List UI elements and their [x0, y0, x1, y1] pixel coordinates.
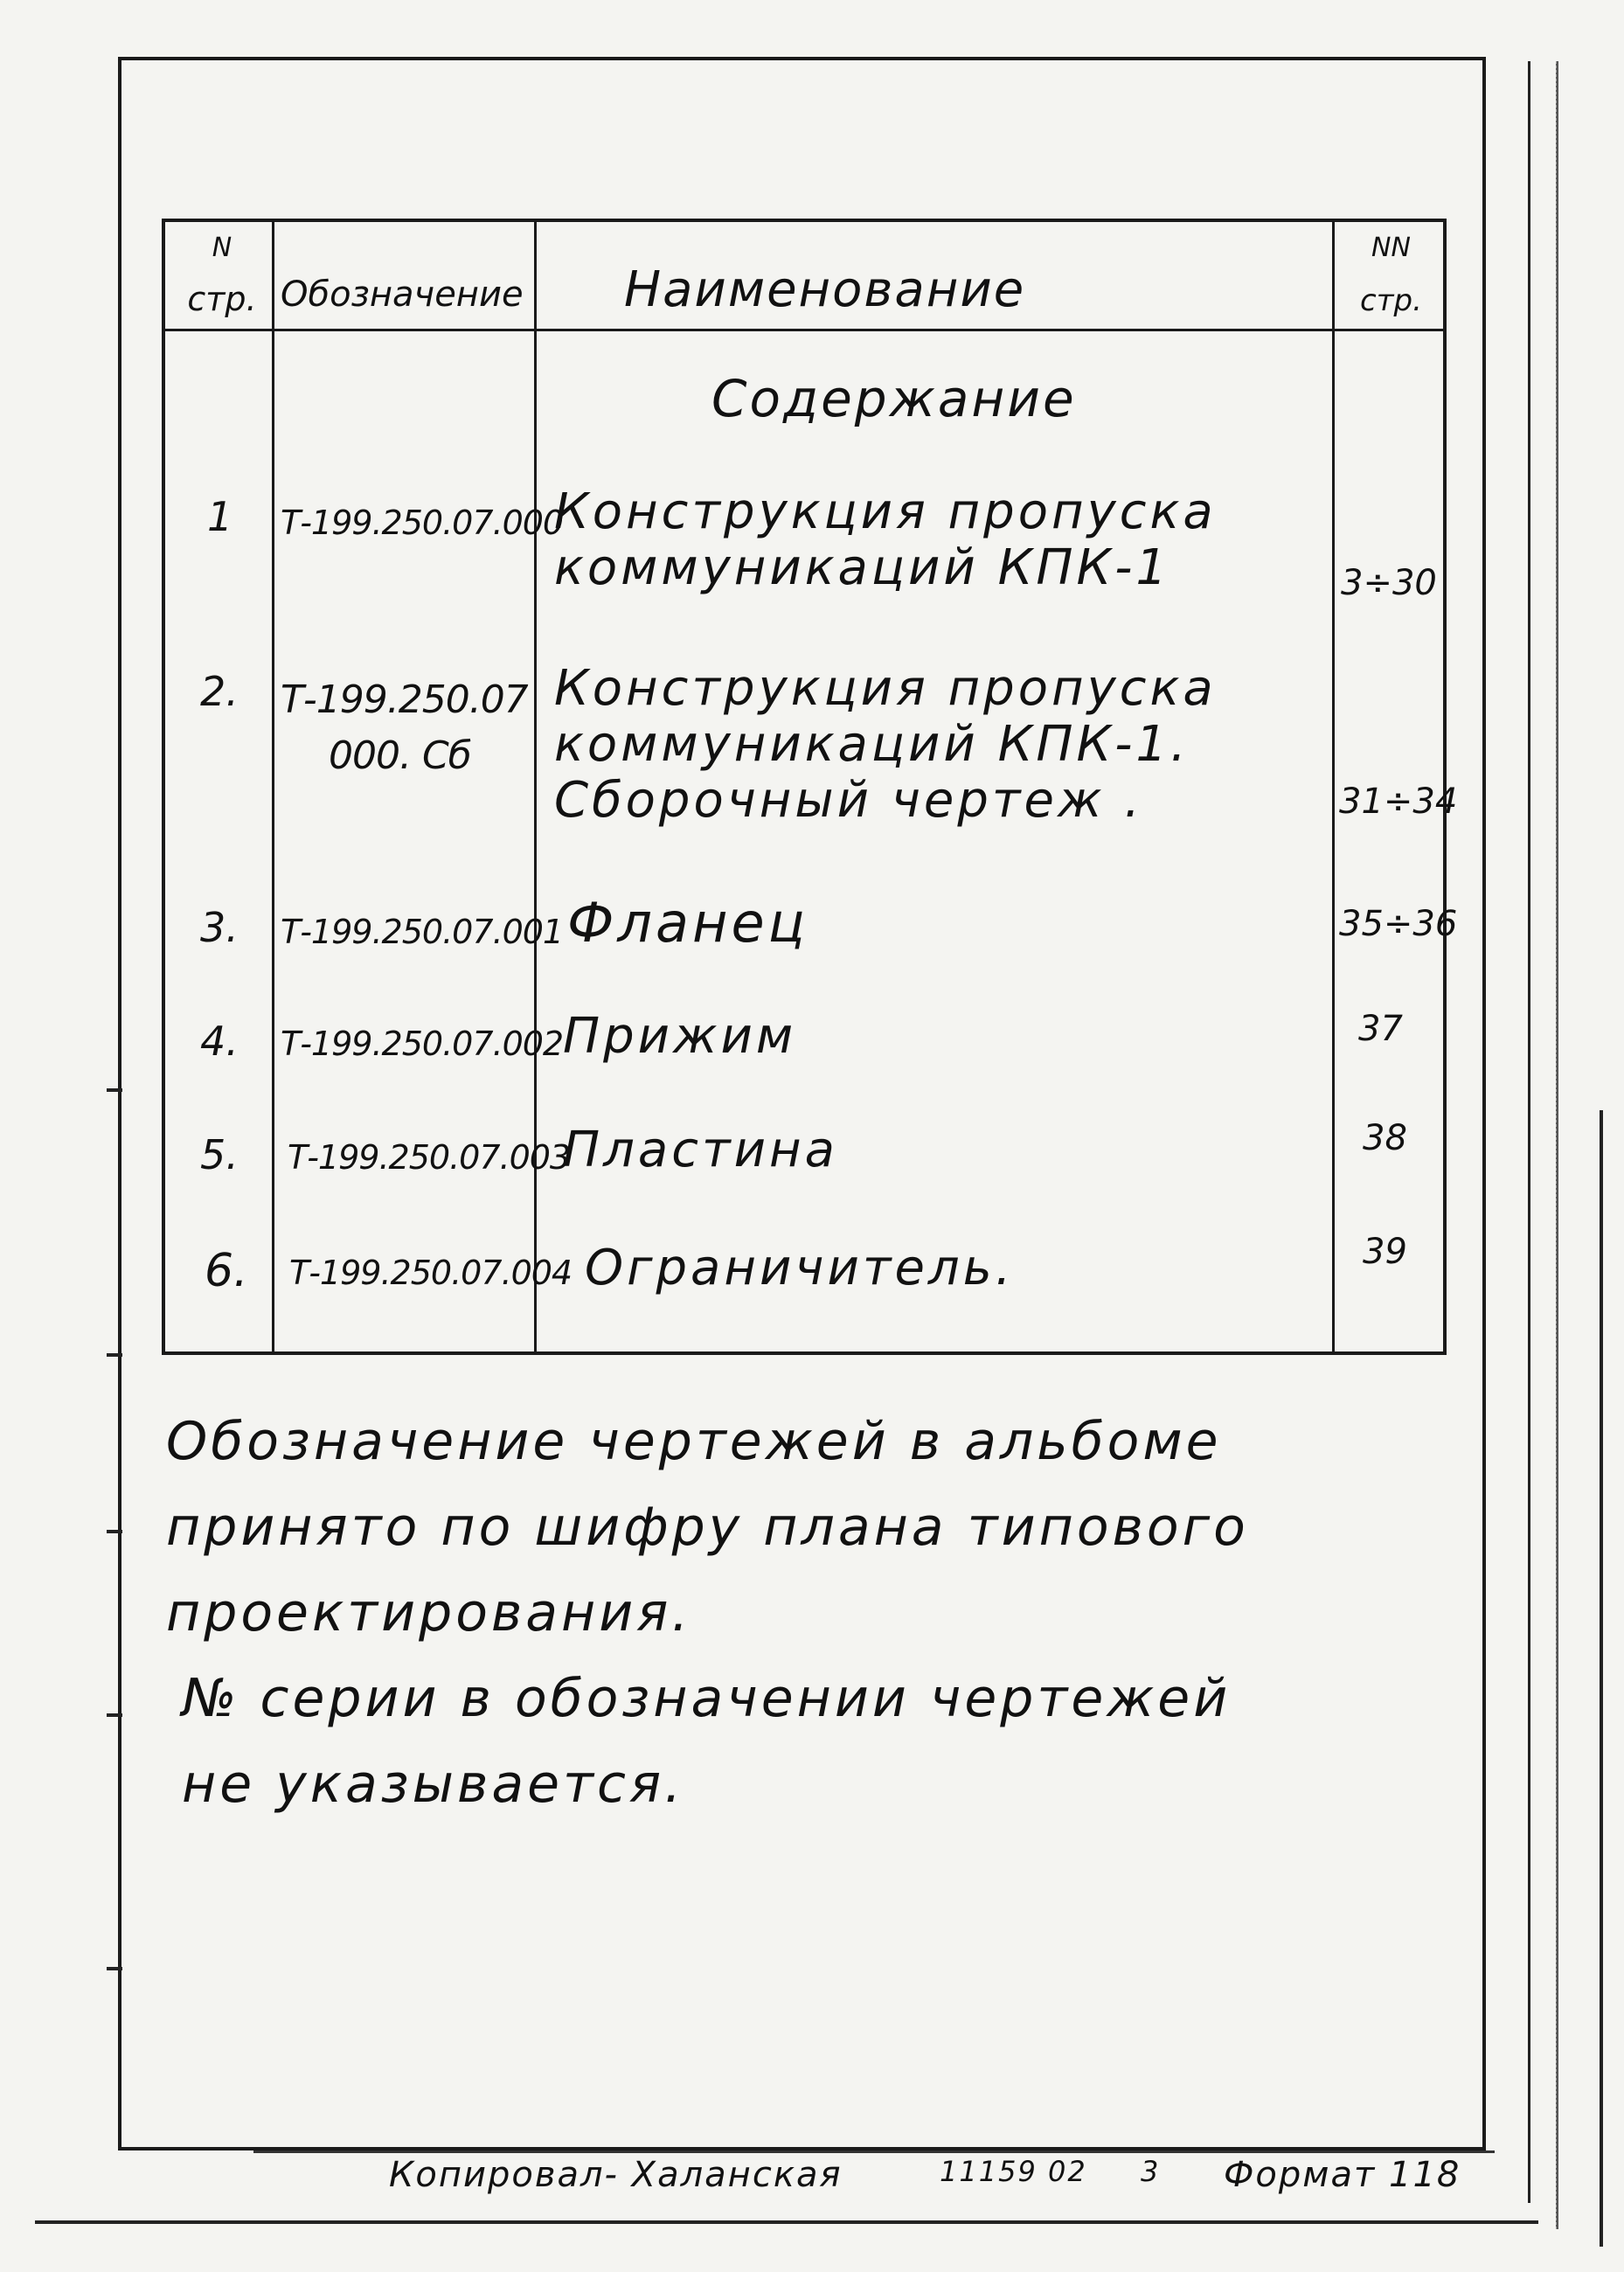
header-page-number — [174, 233, 270, 318]
row-name-line: Конструкция пропуска — [554, 483, 1217, 540]
note-line: не указывается. — [182, 1754, 685, 1815]
sheet-number: 3 — [1141, 2155, 1161, 2188]
row-name: Ограничитель. — [585, 1240, 1015, 1296]
row-number: 2. — [200, 668, 239, 715]
row-pages: 37 — [1358, 1009, 1403, 1049]
note-line: принято по шифру плана типового — [166, 1497, 1249, 1558]
margin-tick — [107, 1353, 122, 1357]
row-number: 5. — [200, 1131, 239, 1178]
header-page-number-line1: N — [212, 233, 232, 263]
margin-tick — [107, 1088, 122, 1092]
format: Формат 118 — [1224, 2155, 1461, 2195]
row-designation: Т-199.250.07.002 — [281, 1025, 564, 1063]
stamp-rule — [253, 2150, 1495, 2153]
row-number: 3. — [200, 904, 239, 951]
row-pages: 3÷30 — [1341, 563, 1437, 603]
row-number: 6. — [205, 1245, 248, 1297]
binding-line-dashed — [1556, 61, 1558, 2229]
column-divider — [1332, 222, 1335, 1351]
header-pages — [1336, 233, 1446, 316]
row-name — [554, 661, 1217, 829]
note-text — [166, 1399, 1249, 1827]
contents-table — [162, 219, 1458, 1355]
row-name — [554, 484, 1217, 596]
row-pages: 39 — [1363, 1232, 1407, 1272]
header-pages-line1: NN — [1371, 233, 1411, 263]
row-designation — [281, 672, 528, 784]
bottom-rule — [35, 2220, 1538, 2224]
row-designation-line: Т-199.250.07 — [281, 677, 528, 722]
margin-tick — [107, 1967, 122, 1970]
contents-title: Содержание — [711, 369, 1077, 428]
binding-line — [1528, 61, 1530, 2203]
row-number: 4. — [200, 1018, 239, 1065]
margin-tick — [107, 1530, 122, 1533]
row-pages: 38 — [1363, 1118, 1407, 1158]
row-name-line: Сборочный чертеж . — [554, 772, 1144, 829]
header-designation: Обозначение — [281, 274, 524, 315]
header-name: Наименование — [624, 261, 1026, 318]
row-name: Прижим — [563, 1008, 797, 1065]
header-divider — [165, 329, 1443, 331]
margin-line — [1600, 1110, 1603, 2247]
row-designation-line: 000. Сб — [329, 733, 471, 778]
row-designation: Т-199.250.07.001 — [281, 913, 564, 951]
margin-tick — [107, 1713, 122, 1717]
column-divider — [272, 222, 274, 1351]
header-page-number-line2: стр. — [187, 280, 257, 318]
row-name-line: коммуникаций КПК-1 — [554, 539, 1171, 596]
note-line: Обозначение чертежей в альбоме — [166, 1411, 1222, 1472]
copied-by: Копировал- Халанская — [389, 2155, 843, 2195]
row-designation: Т-199.250.07.003 — [288, 1138, 571, 1177]
row-number: 1 — [207, 493, 233, 540]
row-designation: Т-199.250.07.000 — [281, 504, 564, 542]
row-pages: 31÷34 — [1339, 782, 1458, 822]
row-name-line: Конструкция пропуска — [554, 660, 1217, 717]
note-line: проектирования. — [166, 1582, 692, 1643]
row-name: Пластина — [563, 1122, 838, 1178]
header-pages-line2: стр. — [1360, 283, 1422, 318]
note-line: № серии в обозначении чертежей — [182, 1668, 1232, 1729]
row-designation: Т-199.250.07.004 — [289, 1254, 573, 1292]
order-number: 11159 02 — [940, 2155, 1087, 2188]
column-divider — [534, 222, 537, 1351]
row-name: Фланец — [567, 891, 809, 955]
row-pages: 35÷36 — [1339, 904, 1458, 944]
row-name-line: коммуникаций КПК-1. — [554, 716, 1190, 773]
